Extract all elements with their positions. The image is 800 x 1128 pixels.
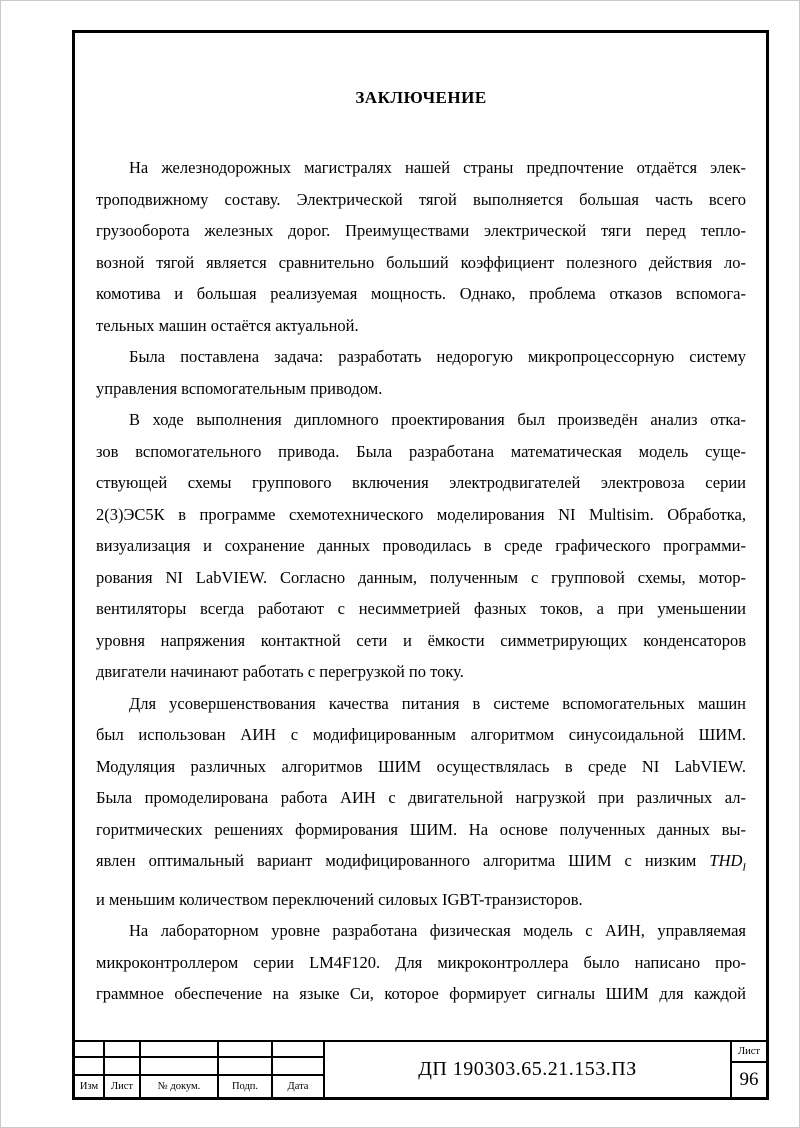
text-segment: возной тягой является сравнительно больший коэффициент полезного действия ло-: [96, 252, 746, 272]
text-line: [96, 341, 746, 373]
text-line: [96, 247, 746, 279]
text-segment: и меньшим количеством переключений силовых IGBT-транзисторов.: [96, 889, 583, 909]
text-line: [96, 782, 746, 814]
stamp-cell: [141, 1058, 219, 1076]
text-line: [96, 184, 746, 216]
italic-term: THD: [709, 851, 743, 870]
text-segment: зов вспомогательного привода. Была разработана математическая модель суще-: [96, 441, 746, 461]
stamp-column-podp: Подп.: [219, 1076, 273, 1097]
text-segment: В ходе выполнения дипломного проектирования был произведён анализ отка-: [129, 410, 746, 429]
stamp-column-izm: Изм: [75, 1076, 105, 1097]
text-segment: был использован АИН с модифицированным алгоритмом синусоидальной ШИМ.: [96, 725, 746, 744]
paragraph: [96, 404, 746, 688]
text-line: [96, 656, 746, 688]
text-segment: двигатели начинают работать с перегрузкой по току.: [96, 662, 464, 681]
text-segment: На железнодорожных магистралях нашей страны предпочтение отдаётся элек-: [129, 158, 746, 177]
text-segment: граммное обеспечение на языке Си, которое формирует сигналы ШИМ для каждой: [96, 984, 746, 1004]
stamp-cell: [141, 1042, 219, 1058]
stamp-column-docnum: № докум.: [141, 1076, 219, 1097]
text-line: [96, 719, 746, 751]
stamp-cell: [75, 1058, 105, 1076]
stamp-cell: [75, 1042, 105, 1058]
stamp-cell: [105, 1058, 141, 1076]
text-line: [96, 751, 746, 783]
text-segment: Модуляция различных алгоритмов ШИМ осуществлялась в среде NI LabVIEW.: [96, 756, 746, 776]
paragraph: [96, 152, 746, 341]
stamp-cell: [219, 1058, 273, 1076]
paragraph: [96, 341, 746, 404]
text-line: [96, 499, 746, 531]
document-body: [96, 152, 746, 1010]
sheet-number: 96: [739, 1069, 759, 1090]
text-segment: управления вспомогательным приводом.: [96, 378, 383, 398]
text-line: [96, 436, 746, 468]
text-segment: грузооборота железных дорог. Преимуществами электрической тяги перед тепло-: [96, 221, 746, 240]
text-line: [96, 310, 746, 342]
text-segment: тельных машин остаётся актуальной.: [96, 315, 359, 335]
text-segment: ствующей схемы группового включения электродвигателей электровоза серии: [96, 473, 746, 492]
text-line: [96, 467, 746, 499]
stamp-grid: [75, 1042, 325, 1097]
text-line: [96, 688, 746, 720]
text-segment: явлен оптимальный вариант модифицированного алгоритма ШИМ с низким: [96, 851, 710, 870]
text-segment: Была поставлена задача: разработать недорогую микропроцессорную систему: [129, 347, 746, 366]
text-line: [96, 884, 746, 916]
text-segment: рования NI LabVIEW. Согласно данным, полученным с групповой схемы, мотор-: [96, 567, 746, 587]
page-title: ЗАКЛЮЧЕНИЕ: [355, 88, 487, 107]
text-segment: комотива и большая реализуемая мощность. Однако, проблема отказов вспомога-: [96, 284, 746, 303]
stamp-column-data: Дата: [273, 1076, 325, 1097]
text-line: [96, 814, 746, 846]
text-line: [96, 593, 746, 625]
document-frame: [72, 30, 769, 1100]
text-segment: горитмических решениях формирования ШИМ. На основе полученных данных вы-: [96, 819, 746, 839]
doc-number: ДП 190303.65.21.153.ПЗ: [418, 1058, 637, 1080]
text-line: [96, 562, 746, 594]
text-line: [96, 530, 746, 562]
paragraph: [96, 688, 746, 916]
paragraph: [96, 915, 746, 1010]
sheet-box: [730, 1042, 766, 1097]
stamp-cell: [273, 1058, 325, 1076]
text-line: [96, 845, 746, 884]
text-segment: Была промоделирована работа АИН с двигательной нагрузкой при различных ал-: [96, 788, 746, 807]
text-segment: визуализация и сохранение данных проводилась в среде графического программи-: [96, 536, 746, 555]
stamp-cell: [105, 1042, 141, 1058]
stamp-cell: [273, 1042, 325, 1058]
text-segment: На лабораторном уровне разработана физическая модель с АИН, управляемая: [129, 921, 746, 941]
sheet-label: Лист: [732, 1042, 766, 1063]
text-line: [96, 625, 746, 657]
stamp-column-list: Лист: [105, 1076, 141, 1097]
page-content: [75, 33, 766, 1010]
text-segment: уровня напряжения контактной сети и ёмкости симметрирующих конденсаторов: [96, 630, 746, 650]
text-line: [96, 215, 746, 247]
text-segment: троподвижному составу. Электрической тягой выполняется большая часть всего: [96, 189, 746, 209]
text-segment: Для усовершенствования качества питания в системе вспомогательных машин: [129, 693, 746, 713]
text-line: [96, 915, 746, 947]
text-segment: вентиляторы всегда работают с несимметрией фазных токов, а при уменьшении: [96, 599, 746, 618]
text-line: [96, 978, 746, 1010]
text-line: [96, 152, 746, 184]
text-line: [96, 404, 746, 436]
text-line: [96, 373, 746, 405]
text-segment: микроконтроллером серии LM4F120. Для микроконтроллера было написано про-: [96, 952, 746, 972]
italic-term: I: [742, 861, 746, 874]
text-line: [96, 947, 746, 979]
stamp-cell: [219, 1042, 273, 1058]
text-line: [96, 278, 746, 310]
title-block: [75, 1040, 766, 1097]
text-segment: 2(3)ЭС5К в программе схемотехнического моделирования NI Multisim. Обработка,: [96, 504, 746, 524]
